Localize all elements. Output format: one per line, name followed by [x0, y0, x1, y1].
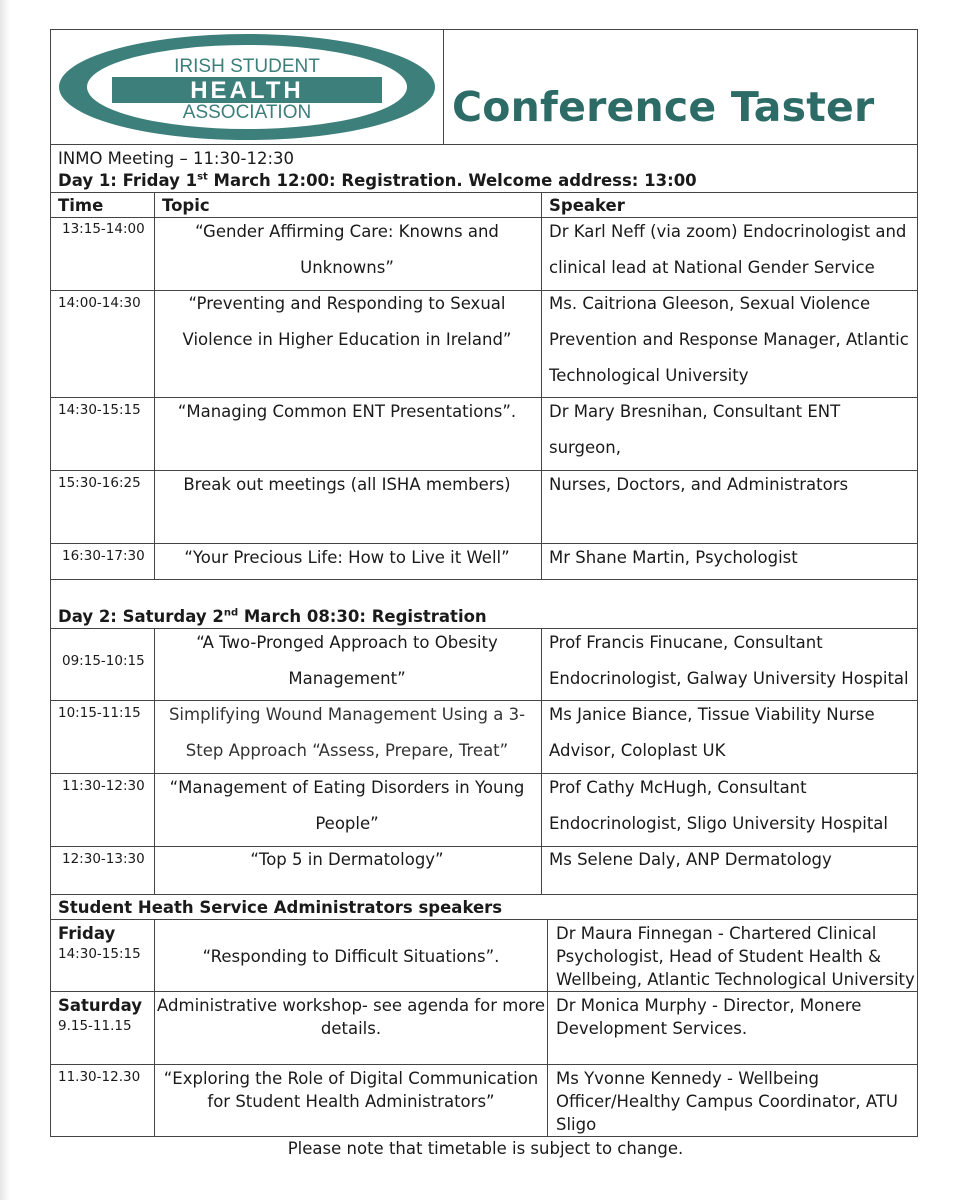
row-time: 11:30-12:30: [62, 778, 145, 794]
col-rule: [154, 192, 155, 579]
topic-line: Management”: [288, 669, 406, 688]
header-divider: [443, 29, 444, 145]
speaker-line: Sligo: [556, 1115, 597, 1134]
row-time: 16:30-17:30: [62, 548, 145, 564]
row-topic: [156, 770, 538, 844]
row-time: 15:30-16:25: [58, 475, 141, 491]
row-topic: [156, 286, 538, 360]
row-topic: “Your Precious Life: How to Live it Well”: [184, 548, 510, 567]
row-speaker: [549, 214, 915, 288]
topic-line: “A Two-Pronged Approach to Obesity: [196, 633, 498, 652]
row-time: 11.30-12.30: [58, 1069, 141, 1085]
speaker-line: Prof Cathy McHugh, Consultant: [549, 778, 807, 797]
rule: [50, 894, 918, 895]
row-speaker: [549, 286, 915, 396]
row-speaker: [556, 922, 916, 992]
row-topic: [156, 214, 538, 288]
footer-note: Please note that timetable is subject to change.: [287, 1139, 684, 1158]
row-day: Friday: [58, 924, 116, 943]
row-time: 14:00-14:30: [58, 295, 141, 311]
topic-line: Simplifying Wound Management Using a 3-: [168, 705, 526, 724]
speaker-line: clinical lead at National Gender Service: [549, 258, 875, 277]
row-speaker: [549, 770, 915, 844]
row-topic: “Responding to Difficult Situations”.: [202, 947, 500, 966]
col-header-topic: Topic: [162, 196, 210, 215]
speaker-line: Endocrinologist, Galway University Hospital: [549, 669, 909, 688]
table-right-border: [917, 145, 918, 1137]
row-speaker: [549, 625, 915, 699]
col-rule: [541, 192, 542, 579]
topic-line: “Gender Affirming Care: Knowns and: [195, 222, 499, 241]
speaker-line: Ms Yvonne Kennedy - Wellbeing: [556, 1069, 820, 1088]
table-left-border: [50, 145, 51, 1137]
day1-heading-sup: st: [197, 171, 208, 183]
page-edge: [0, 0, 10, 1200]
row-time: 10:15-11:15: [58, 705, 141, 721]
rule: [50, 1064, 918, 1065]
admin-heading: Student Heath Service Administrators speakers: [58, 898, 503, 917]
topic-line: “Preventing and Responding to Sexual: [188, 294, 506, 313]
logo-line1: IRISH STUDENT: [174, 56, 320, 77]
rule: [50, 579, 918, 580]
logo-line2: HEALTH: [190, 77, 304, 104]
row-topic: “Top 5 in Dermatology”: [250, 850, 444, 869]
row-day: Saturday: [58, 996, 142, 1015]
row-topic: Break out meetings (all ISHA members): [183, 475, 511, 494]
row-time: 12:30-13:30: [62, 851, 145, 867]
row-speaker: Nurses, Doctors, and Administrators: [549, 475, 849, 494]
speaker-line: Technological University: [549, 366, 749, 385]
col-rule: [154, 919, 155, 1136]
day2-heading-pre: Day 2: Saturday 2: [58, 607, 224, 626]
row-time: 14:30-15:15: [58, 402, 141, 418]
topic-line: “Management of Eating Disorders in Young: [169, 778, 525, 797]
logo-line3: ASSOCIATION: [182, 102, 312, 123]
col-rule: [154, 628, 155, 894]
row-speaker: [556, 1067, 916, 1137]
isha-logo: [56, 32, 438, 142]
topic-line: “Exploring the Role of Digital Communication: [163, 1069, 539, 1088]
topic-line: details.: [320, 1019, 382, 1038]
row-speaker: Mr Shane Martin, Psychologist: [549, 548, 798, 567]
speaker-line: Dr Maura Finnegan - Chartered Clinical: [556, 924, 877, 943]
day1-heading-pre: Day 1: Friday 1: [58, 171, 198, 190]
topic-line: Administrative workshop- see agenda for more: [157, 996, 545, 1015]
day2-heading-sup: nd: [223, 607, 239, 619]
speaker-line: Psychologist, Head of Student Health &: [556, 947, 881, 966]
speaker-line: Advisor, Coloplast UK: [549, 741, 726, 760]
row-topic: [156, 994, 546, 1042]
col-rule: [541, 628, 542, 894]
row-speaker: [549, 697, 915, 771]
speaker-line: Endocrinologist, Sligo University Hospital: [549, 814, 888, 833]
row-time: 09:15-10:15: [62, 653, 145, 669]
speaker-line: Dr Mary Bresnihan, Consultant ENT surgeon,: [549, 402, 841, 457]
speaker-line: Prevention and Response Manager, Atlantic: [549, 330, 909, 349]
day2-heading-post: March 08:30: Registration: [238, 607, 487, 626]
speaker-line: Ms. Caitriona Gleeson, Sexual Violence: [549, 294, 871, 313]
inmo-meeting: INMO Meeting – 11:30-12:30: [58, 149, 294, 168]
rule: [50, 192, 918, 193]
speaker-line: Dr Monica Murphy - Director, Monere: [556, 996, 862, 1015]
day1-heading: [58, 170, 908, 192]
row-speaker: Ms Selene Daly, ANP Dermatology: [549, 850, 832, 869]
speaker-line: Development Services.: [556, 1019, 748, 1038]
speaker-line: Dr Karl Neff (via zoom) Endocrinologist and: [549, 222, 907, 241]
topic-line: Step Approach “Assess, Prepare, Treat”: [185, 741, 509, 760]
topic-line: Unknowns”: [300, 258, 394, 277]
speaker-line: Wellbeing, Atlantic Technological University: [556, 970, 915, 989]
row-topic: “Managing Common ENT Presentations”.: [177, 402, 517, 421]
page-title: Conference Taster: [452, 83, 875, 131]
row-time: 14:30-15:15: [58, 946, 141, 962]
topic-line: People”: [315, 814, 379, 833]
speaker-line: Prof Francis Finucane, Consultant: [549, 633, 823, 652]
row-speaker: [556, 994, 916, 1042]
row-time: 9.15-11.15: [58, 1018, 132, 1034]
col-header-speaker: Speaker: [549, 196, 625, 215]
speaker-line: Ms Janice Biance, Tissue Viability Nurse: [549, 705, 875, 724]
row-time: 13:15-14:00: [62, 221, 145, 237]
row-topic: [156, 1067, 546, 1115]
row-topic: [156, 697, 538, 771]
speaker-line: Officer/Healthy Campus Coordinator, ATU: [556, 1092, 899, 1111]
col-header-time: Time: [58, 196, 104, 215]
col-rule: [547, 919, 548, 1136]
row-topic: [156, 625, 538, 699]
topic-line: for Student Health Administrators”: [207, 1092, 495, 1111]
day1-heading-post: March 12:00: Registration. Welcome address: 13:00: [207, 171, 697, 190]
row-speaker: [549, 394, 915, 468]
topic-line: Violence in Higher Education in Ireland”: [182, 330, 512, 349]
